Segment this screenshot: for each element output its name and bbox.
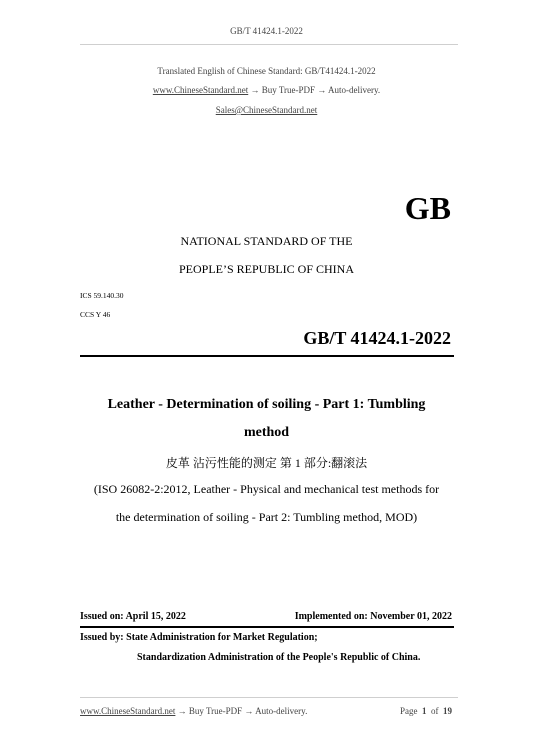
standard-code: GB/T 41424.1-2022 [303, 328, 451, 348]
sales-email-link[interactable]: Sales@ChineseStandard.net [215, 105, 318, 115]
national-standard-line2: PEOPLE’S REPUBLIC OF CHINA [178, 262, 355, 276]
footer-buy-text: → Buy True-PDF → Auto-delivery. [177, 706, 308, 716]
chinesestandard-link[interactable]: www.ChineseStandard.net [152, 85, 249, 95]
page-label: Page [400, 706, 418, 716]
page-number: 1 [422, 706, 427, 716]
ccs-code: CCS Y 46 [80, 310, 111, 319]
of-label: of [431, 706, 439, 716]
buy-text: → Buy True-PDF → Auto-delivery. [250, 85, 381, 95]
footer-divider [80, 697, 458, 698]
translation-links [0, 85, 533, 95]
header-divider [80, 44, 458, 45]
issued-on-date: Issued on: April 15, 2022 [80, 611, 186, 622]
ics-code: ICS 59.140.30 [80, 291, 124, 300]
title-divider [80, 355, 454, 357]
issued-by-line1: Issued by: State Administration for Market Regulation; [80, 632, 318, 643]
title-line2: method [243, 425, 290, 440]
iso-reference-line1: (ISO 26082-2:2012, Leather - Physical and mechanical test methods for [93, 482, 440, 496]
page-indicator [400, 706, 452, 716]
implemented-on-date: Implemented on: November 01, 2022 [294, 611, 452, 622]
gb-mark: GB [404, 190, 451, 226]
email-row [0, 105, 533, 115]
dates-divider [80, 626, 454, 628]
issued-by-line2: Standardization Administration of the People's Republic of China. [137, 652, 421, 663]
national-standard-line1: NATIONAL STANDARD OF THE [180, 234, 353, 248]
iso-reference-line2: the determination of soiling - Part 2: Tumbling method, MOD) [115, 510, 418, 524]
translation-notice: Translated English of Chinese Standard: GB/T41424.1-2022 [157, 66, 376, 76]
footer-links [80, 706, 307, 716]
title-line1: Leather - Determination of soiling - Part 1: Tumbling [107, 397, 426, 412]
header-code: GB/T 41424.1-2022 [230, 26, 303, 36]
page-total: 19 [443, 706, 452, 716]
chinese-title: 皮革 沾污性能的测定 第 1 部分:翻滚法 [165, 456, 368, 470]
footer-chinesestandard-link[interactable]: www.ChineseStandard.net [80, 706, 176, 716]
